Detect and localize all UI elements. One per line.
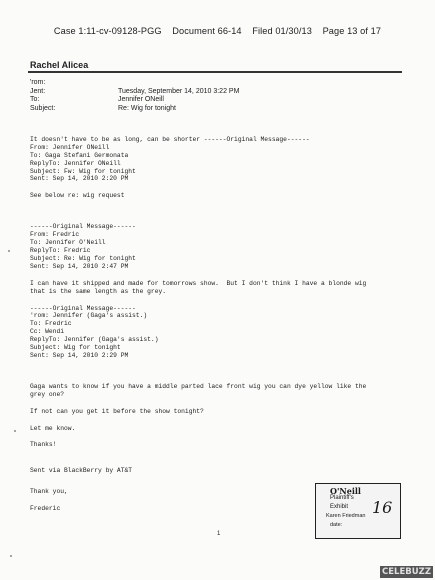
body-line: I can have it shipped and made for tomorrows show. But I don't think I have a blonde wig [30, 279, 367, 287]
stamp-line-1: O'Neill [330, 486, 361, 496]
body-line: Thanks! [30, 441, 57, 449]
sender-name: Rachel Alicea [30, 60, 89, 70]
signature-name: Frederic [30, 504, 61, 512]
body-line: To: Gaga Stefani Germonata [30, 151, 129, 159]
meta-sent-row [30, 88, 239, 97]
stamp-line-4: Karen Friedman [326, 513, 366, 519]
body-line: From: Fredric [30, 231, 80, 239]
page-number: 1 [217, 531, 221, 537]
body-line: Sent: Sep 14, 2010 2:47 PM [30, 262, 129, 270]
email-meta [30, 79, 239, 113]
to-value: Jennifer ONeill [118, 96, 164, 104]
page-indicator: Page 13 of 17 [322, 26, 382, 36]
sent-value: Tuesday, September 14, 2010 3:22 PM [118, 87, 240, 95]
subject-value: Re: Wig for tonight [118, 104, 176, 112]
header-rule [28, 71, 402, 73]
to-label: To: [30, 96, 40, 104]
body-line: If not can you get it before the show tonight? [30, 407, 204, 415]
body-line: To: Fredric [30, 320, 72, 328]
case-number: Case 1:11-cv-09128-PGG [53, 26, 162, 36]
body-line: Subject: Re: Wig for tonight [30, 254, 136, 262]
filed-date: Filed 01/30/13 [252, 26, 312, 36]
body-line: Subject: Fw: Wig for tonight [30, 167, 136, 175]
body-line: 'rom: Jennifer (Gaga's assist.) [30, 312, 148, 320]
body-line: ReplyTo: Fredric [30, 246, 91, 254]
signature-thanks: Thank you, [30, 488, 68, 495]
meta-to-row [30, 96, 239, 105]
scan-speck [10, 555, 12, 557]
subject-label: Subject: [30, 104, 56, 112]
body-line: Subject: Wig for tonight [30, 344, 121, 352]
body-line: Let me know. [30, 424, 76, 432]
body-line: ReplyTo: Jennifer ONeill [30, 159, 121, 167]
meta-subject-row [30, 105, 239, 114]
email-body [30, 128, 410, 491]
celebuzz-watermark: CELEBUZZ [382, 567, 431, 577]
body-line: It doesn't have to be as long, can be shorter ------Original Message------ [30, 135, 310, 143]
body-line: Sent via BlackBerry by AT&T [30, 467, 133, 475]
stamp-line-2: Plaintiff's [330, 495, 354, 501]
body-line: From: Jennifer ONeill [30, 143, 110, 151]
exhibit-number: 16 [372, 498, 393, 517]
exhibit-stamp [315, 483, 401, 539]
from-label: 'rom: [30, 79, 46, 86]
document-number: Document 66-14 [172, 26, 242, 36]
signature [30, 488, 68, 513]
body-line: Gaga wants to know if you have a middle parted lace front wig you can dye yellow like the [30, 382, 367, 390]
scan-speck [8, 250, 10, 252]
body-line: grey one? [30, 390, 65, 398]
body-line: ------Original Message------ [30, 223, 136, 231]
sent-label: Jent: [30, 87, 46, 95]
body-line: To: Jennifer O'Neill [30, 239, 106, 247]
meta-from-row [30, 79, 239, 88]
scan-speck [14, 430, 16, 432]
body-line: ReplyTo: Jennifer (Gaga's assist.) [30, 336, 159, 344]
body-line: ------Original Message------ [30, 304, 136, 312]
stamp-line-5: date: [330, 522, 343, 528]
stamp-line-3: Exhibit [330, 504, 349, 510]
court-header [0, 26, 435, 36]
body-line: See below re: wig request [30, 192, 125, 200]
body-line: Sent: Sep 14, 2010 2:20 PM [30, 175, 129, 183]
body-line: that is the same length as the grey. [30, 287, 167, 295]
body-line: Sent: Sep 14, 2010 2:29 PM [30, 351, 129, 359]
body-line: Cc: Wendi [30, 328, 65, 336]
